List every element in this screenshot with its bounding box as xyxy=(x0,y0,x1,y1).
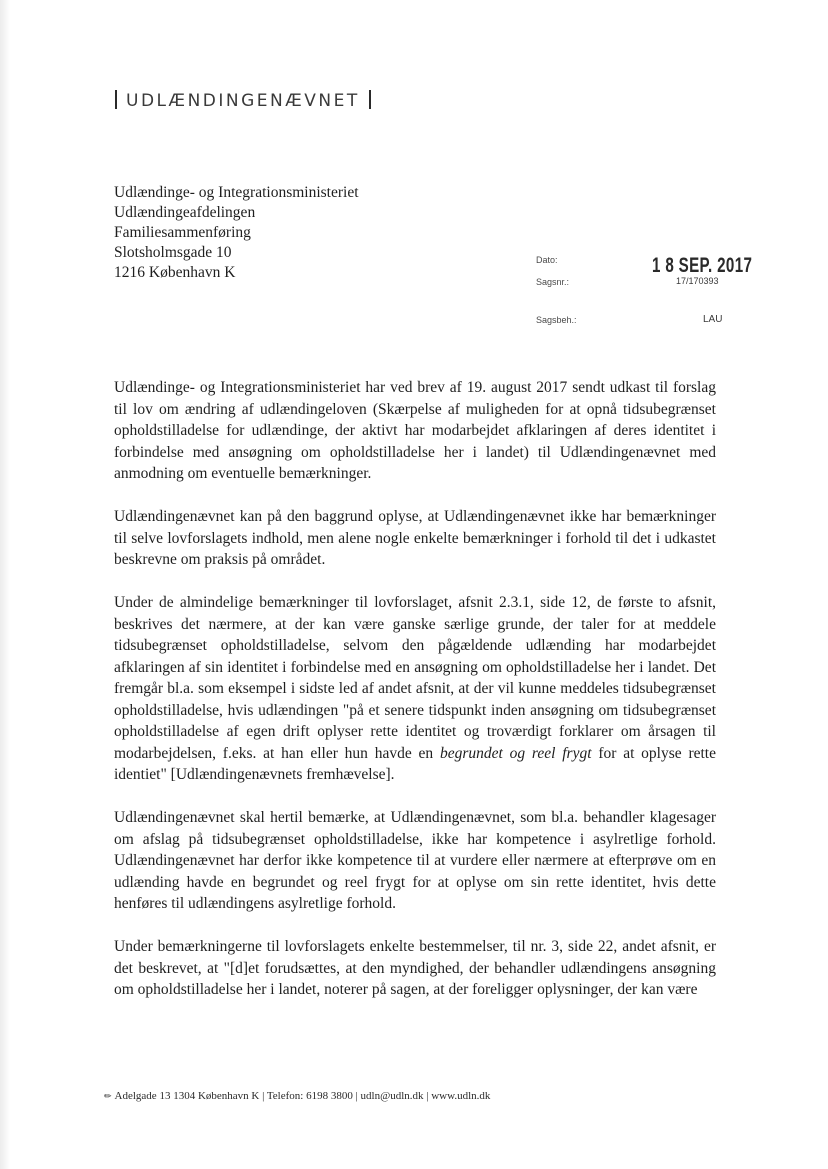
date-stamp: 1 8 SEP. 2017 xyxy=(652,254,753,277)
sagsnr-label: Sagsnr.: xyxy=(536,277,570,287)
paragraph-3-emphasis: begrundet og reel frygt xyxy=(439,744,592,762)
sagsnr-value: 17/170393 xyxy=(676,276,719,286)
paragraph-5: Under bemærkningerne til lovforslagets enkelte bestemmelser, til nr. 3, side 22, andet afsnit, er det beskrevet, at "[d]et forudsættes, at den myndighed, der behandler udlændingens ansøgning om opholdstilladelse her i landet, noterer på sagen, at der foreligger oplysninger, der kan være xyxy=(114,938,716,998)
address-line: Familiesammenføring xyxy=(114,224,251,241)
letterhead-logo xyxy=(115,90,371,111)
sagsbeh-value: LAU xyxy=(703,314,723,325)
dato-label: Dato: xyxy=(536,255,558,265)
letter-body xyxy=(114,377,716,1022)
paragraph-3-text-a: Under de almindelige bemærkninger til lovforslaget, afsnit 2.3.1, side 12, de første to afsnit, beskrives det nærmere, at der kan være ganske særlige grunde, der taler for at meddele tidsubegrænset opholdstilladelse, selvom den pågældende udlænding har modarbejdet afklaringen af sin identitet i forbindelse med en ansøgning om opholdstilladelse her i landet. Det fremgår bl.a. som eksempel i sidste led af andet afsnit, at der vil kunne meddeles tidsubegrænset opholdstilladelse, hvis udlændingen "på et senere tidspunkt inden ansøgning om tidsubegrænset opholdstilladelse af egen drift oplyser rette identitet og troværdigt forklarer om årsagen til modarbejdelsen, f.eks. at han eller hun havde en xyxy=(114,594,716,762)
paragraph-1: Udlændinge- og Integrationsministeriet har ved brev af 19. august 2017 sendt udkast til forslag til lov om ændring af udlændingeloven (Skærpelse af muligheden for at opnå tidsubegrænset opholdstilladelse for udlændinge, der aktivt har modarbejdet afklaringen af deres identitet i forbindelse med ansøgning om opholdstilladelse her i landet) til Udlændingenævnet med anmodning om eventuelle bemærkninger. xyxy=(114,379,716,482)
footer xyxy=(104,1090,490,1102)
footer-text: Adelgade 13 1304 København K | Telefon: 6198 3800 | udln@udln.dk | www.udln.dk xyxy=(114,1090,491,1102)
paragraph-3-text-b: for at oplyse rette identiet" [Udlændingenævnets fremhævelse]. xyxy=(114,744,716,783)
paragraph-2: Udlændingenævnet kan på den baggrund oplyse, at Udlændingenævnet ikke har bemærkninger til selve lovforslagets indhold, men alene nogle enkelte bemærkninger i forhold til det i udkastet beskrevne om praksis på området. xyxy=(114,508,716,568)
logo-bar-right xyxy=(369,90,371,109)
paragraph-3 xyxy=(114,592,716,786)
recipient-address xyxy=(114,183,359,283)
address-line: Slotsholmsgade 10 xyxy=(114,244,232,261)
letterhead-name: UDLÆNDINGENÆVNET xyxy=(126,91,360,111)
address-line: Udlændingeafdelingen xyxy=(114,204,256,221)
address-line: Udlændinge- og Integrationsministeriet xyxy=(114,184,359,201)
sagsbeh-label: Sagsbeh.: xyxy=(536,315,577,325)
pen-icon: ✏ xyxy=(104,1091,112,1101)
scan-edge xyxy=(0,0,10,1169)
paragraph-4: Udlændingenævnet skal hertil bemærke, at Udlændingenævnet, som bl.a. behandler klagesager om afslag på tidsubegrænset opholdstilladelse, ikke har kompetence i asylretlige forhold. Udlændingenævnet har derfor ikke kompetence til at vurdere eller nærmere at efterprøve om en udlænding havde en begrundet og reel frygt for at oplyse om sin rette identitet, hvis dette henføres til udlændingens asylretlige forhold. xyxy=(114,809,716,912)
logo-bar-left xyxy=(115,90,117,109)
address-line: 1216 København K xyxy=(114,264,236,281)
